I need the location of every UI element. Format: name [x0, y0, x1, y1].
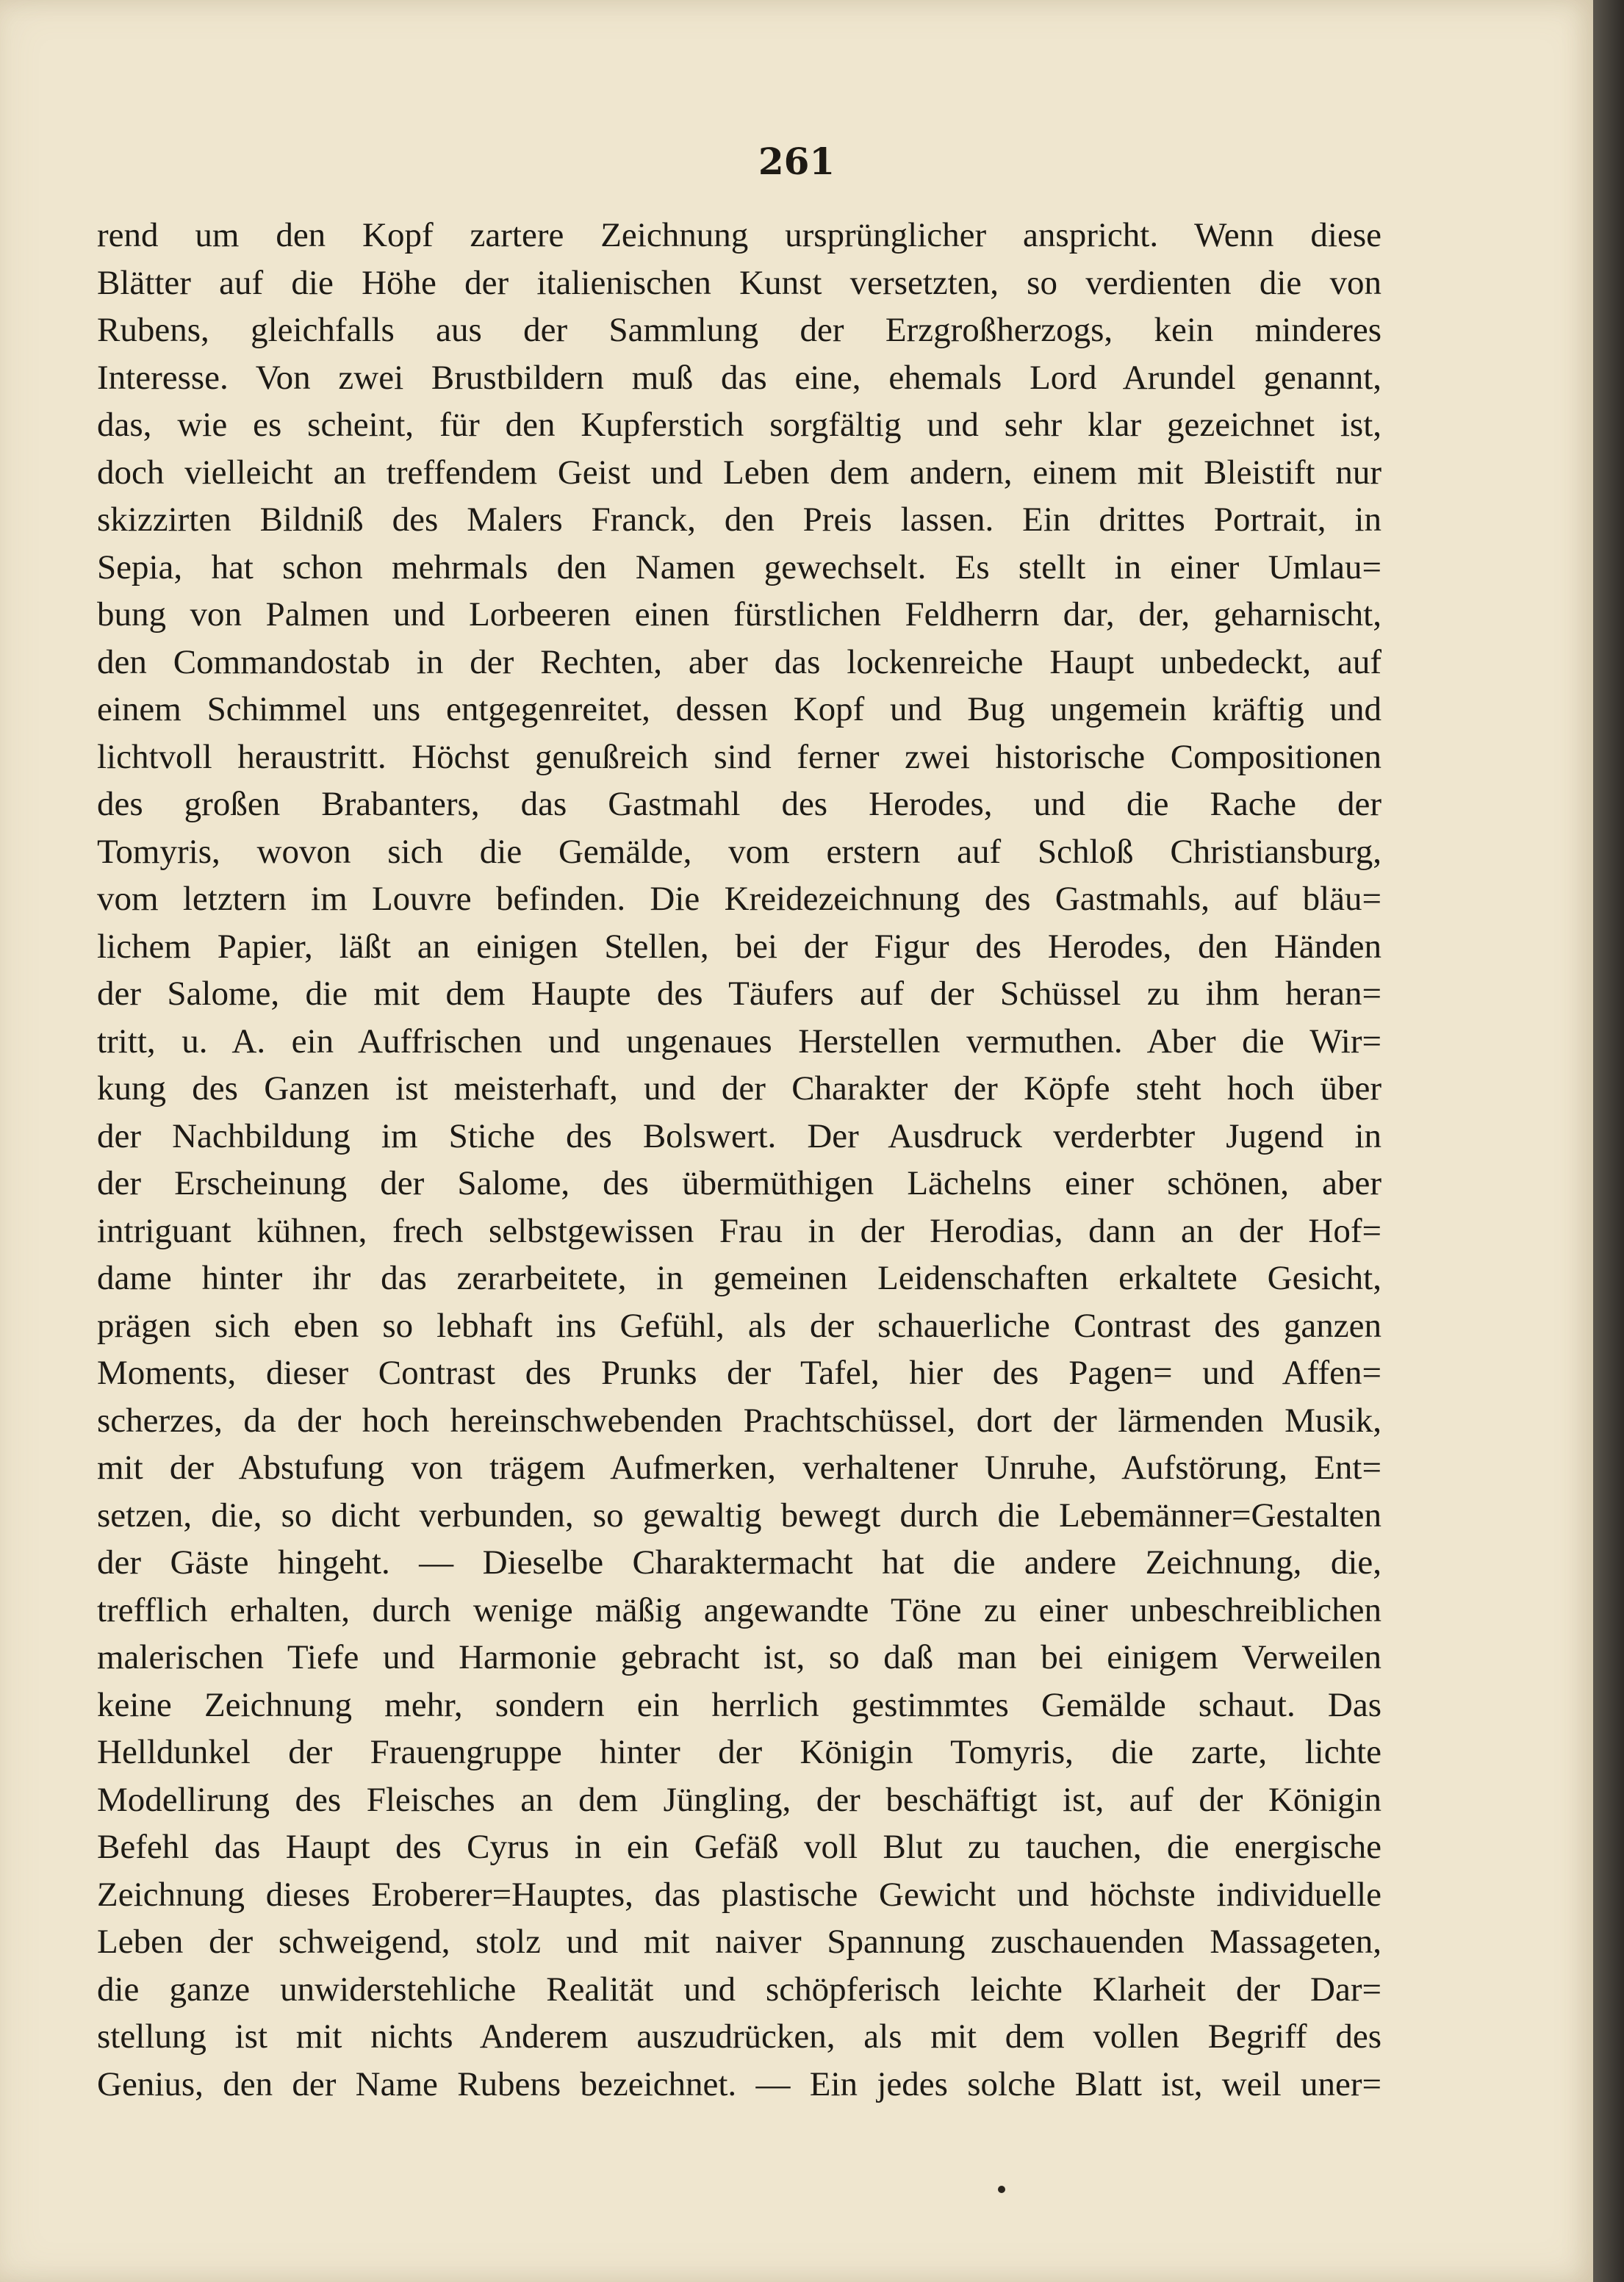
- text-line: der Nachbildung im Stiche des Bolswert. Der Ausdruck verderbter Jugend in: [97, 1116, 1382, 1155]
- text-line: Moments, dieser Contrast des Prunks der Tafel, hier des Pagen= und Affen=: [97, 1354, 1382, 1392]
- text-line: einem Schimmel uns entgegenreitet, dessen Kopf und Bug ungemein kräftig und: [97, 690, 1382, 728]
- text-line: keine Zeichnung mehr, sondern ein herrlich gestimmtes Gemälde schaut. Das: [97, 1685, 1382, 1724]
- text-line: der Erscheinung der Salome, des übermüthigen Lächelns einer schönen, aber: [97, 1164, 1382, 1202]
- text-line: scherzes, da der hoch hereinschwebenden Prachtschüssel, dort der lärmenden Musik,: [97, 1401, 1382, 1440]
- text-line: das, wie es scheint, für den Kupferstich sorgfältig und sehr klar gezeichnet ist,: [97, 406, 1382, 444]
- text-line: malerischen Tiefe und Harmonie gebracht ist, so daß man bei einigem Verweilen: [97, 1638, 1382, 1676]
- text-line: Genius, den der Name Rubens bezeichnet. — Ein jedes solche Blatt ist, weil uner=: [97, 2064, 1382, 2103]
- text-line: Rubens, gleichfalls aus der Sammlung der Erzgroßherzogs, kein minderes: [97, 311, 1382, 349]
- text-line: Tomyris, wovon sich die Gemälde, vom erstern auf Schloß Christiansburg,: [97, 832, 1382, 871]
- text-line: setzen, die, so dicht verbunden, so gewaltig bewegt durch die Lebemänner=Gestalten: [97, 1496, 1382, 1535]
- text-line: der Salome, die mit dem Haupte des Täufers auf der Schüssel zu ihm heran=: [97, 975, 1382, 1013]
- scan-edge: [1593, 0, 1624, 2282]
- text-line: intriguant kühnen, frech selbstgewissen Frau in der Herodias, dann an der Hof=: [97, 1211, 1382, 1250]
- text-line: tritt, u. A. ein Auffrischen und ungenaues Herstellen vermuthen. Aber die Wir=: [97, 1022, 1382, 1061]
- text-line: kung des Ganzen ist meisterhaft, und der Charakter der Köpfe steht hoch über: [97, 1069, 1382, 1108]
- text-line: trefflich erhalten, durch wenige mäßig angewandte Töne zu einer unbeschreiblichen: [97, 1590, 1382, 1629]
- ink-speck: [998, 2186, 1005, 2193]
- text-line: stellung ist mit nichts Anderem auszudrücken, als mit dem vollen Begriff des: [97, 2017, 1382, 2056]
- text-line: Modellirung des Fleisches an dem Jüngling, der beschäftigt ist, auf der Königin: [97, 1780, 1382, 1819]
- text-line: dame hinter ihr das zerarbeitete, in gemeinen Leidenschaften erkaltete Gesicht,: [97, 1259, 1382, 1297]
- text-line: bung von Palmen und Lorbeeren einen fürstlichen Feldherrn dar, der, geharnischt,: [97, 595, 1382, 634]
- text-line: Zeichnung dieses Eroberer=Hauptes, das plastische Gewicht und höchste individuelle: [97, 1875, 1382, 1914]
- text-line: skizzirten Bildniß des Malers Franck, den Preis lassen. Ein drittes Portrait, in: [97, 500, 1382, 539]
- text-line: mit der Abstufung von trägem Aufmerken, verhaltener Unruhe, Aufstörung, Ent=: [97, 1449, 1382, 1487]
- text-line: Blätter auf die Höhe der italienischen Kunst versetzten, so verdienten die von: [97, 263, 1382, 302]
- text-line: lichtvoll heraustritt. Höchst genußreich sind ferner zwei historische Compositionen: [97, 737, 1382, 776]
- text-line: der Gäste hingeht. — Dieselbe Charaktermacht hat die andere Zeichnung, die,: [97, 1543, 1382, 1582]
- text-line: lichem Papier, läßt an einigen Stellen, bei der Figur des Herodes, den Händen: [97, 927, 1382, 966]
- text-line: Befehl das Haupt des Cyrus in ein Gefäß voll Blut zu tauchen, die energische: [97, 1828, 1382, 1866]
- text-line: doch vielleicht an treffendem Geist und Leben dem andern, einem mit Bleistift nur: [97, 453, 1382, 492]
- text-line: Interesse. Von zwei Brustbildern muß das eine, ehemals Lord Arundel genannt,: [97, 358, 1382, 397]
- text-line: Helldunkel der Frauengruppe hinter der Königin Tomyris, die zarte, lichte: [97, 1733, 1382, 1771]
- text-line: die ganze unwiderstehliche Realität und schöpferisch leichte Klarheit der Dar=: [97, 1970, 1382, 2009]
- text-line: vom letztern im Louvre befinden. Die Kreidezeichnung des Gastmahls, auf bläu=: [97, 880, 1382, 918]
- text-line: des großen Brabanters, das Gastmahl des Herodes, und die Rache der: [97, 785, 1382, 823]
- text-line: den Commandostab in der Rechten, aber das lockenreiche Haupt unbedeckt, auf: [97, 642, 1382, 681]
- text-line: Leben der schweigend, stolz und mit naiver Spannung zuschauenden Massageten,: [97, 1923, 1382, 1961]
- text-line: Sepia, hat schon mehrmals den Namen gewechselt. Es stellt in einer Umlau=: [97, 548, 1382, 586]
- body-text: [97, 212, 1382, 2108]
- text-line: rend um den Kopf zartere Zeichnung ursprünglicher anspricht. Wenn diese: [97, 216, 1382, 254]
- page-number: 261: [758, 140, 836, 183]
- text-line: prägen sich eben so lebhaft ins Gefühl, als der schauerliche Contrast des ganzen: [97, 1306, 1382, 1345]
